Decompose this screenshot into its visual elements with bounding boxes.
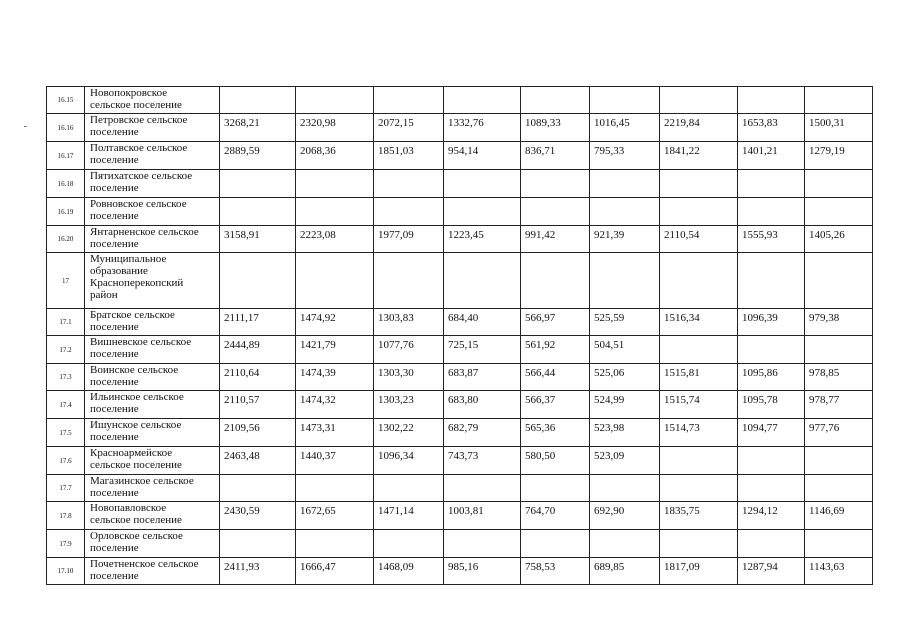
value-cell (296, 198, 374, 226)
value-cell: 978,85 (805, 364, 873, 391)
table-row (47, 447, 873, 475)
value-cell: 692,90 (590, 502, 660, 530)
value-cell: 1817,09 (660, 558, 738, 585)
value-cell: 1421,79 (296, 336, 374, 364)
value-cell (444, 475, 521, 502)
value-cell: 1851,03 (374, 142, 444, 170)
value-cell: 921,39 (590, 226, 660, 253)
row-number: 16.16 (47, 114, 85, 142)
scan-mark (24, 126, 27, 127)
table-row (47, 142, 873, 170)
value-cell (660, 475, 738, 502)
tariff-table (46, 86, 873, 585)
value-cell (590, 198, 660, 226)
value-cell: 1077,76 (374, 336, 444, 364)
value-cell: 1474,32 (296, 391, 374, 419)
value-cell: 525,59 (590, 309, 660, 336)
value-cell: 1555,93 (738, 226, 805, 253)
value-cell (444, 530, 521, 558)
value-cell: 504,51 (590, 336, 660, 364)
value-cell: 1096,39 (738, 309, 805, 336)
value-cell: 1474,92 (296, 309, 374, 336)
value-cell: 1223,45 (444, 226, 521, 253)
value-cell (590, 475, 660, 502)
value-cell (374, 253, 444, 309)
value-cell: 2223,08 (296, 226, 374, 253)
value-cell: 1653,83 (738, 114, 805, 142)
value-cell (805, 447, 873, 475)
value-cell (296, 530, 374, 558)
row-number: 17.5 (47, 419, 85, 447)
value-cell: 991,42 (521, 226, 590, 253)
value-cell (521, 170, 590, 198)
value-cell (220, 475, 296, 502)
value-cell: 979,38 (805, 309, 873, 336)
value-cell: 978,77 (805, 391, 873, 419)
table-row (47, 502, 873, 530)
value-cell: 2889,59 (220, 142, 296, 170)
value-cell (444, 87, 521, 114)
settlement-name: Пятихатское сельское поселение (85, 170, 220, 198)
value-cell (805, 475, 873, 502)
settlement-name: Вишневское сельское поселение (85, 336, 220, 364)
value-cell: 1516,34 (660, 309, 738, 336)
value-cell (521, 87, 590, 114)
settlement-name: Петровское сельское поселение (85, 114, 220, 142)
value-cell (220, 87, 296, 114)
value-cell: 954,14 (444, 142, 521, 170)
value-cell (374, 475, 444, 502)
value-cell (220, 530, 296, 558)
value-cell: 1515,81 (660, 364, 738, 391)
value-cell (738, 198, 805, 226)
value-cell (220, 253, 296, 309)
value-cell: 1500,31 (805, 114, 873, 142)
value-cell (805, 87, 873, 114)
value-cell: 758,53 (521, 558, 590, 585)
table-row (47, 391, 873, 419)
table-row (47, 530, 873, 558)
value-cell: 764,70 (521, 502, 590, 530)
value-cell: 795,33 (590, 142, 660, 170)
row-number: 17.1 (47, 309, 85, 336)
value-cell: 525,06 (590, 364, 660, 391)
value-cell: 2111,17 (220, 309, 296, 336)
value-cell: 1474,39 (296, 364, 374, 391)
value-cell: 1287,94 (738, 558, 805, 585)
settlement-name: Магазинское сельское поселение (85, 475, 220, 502)
row-number: 17.3 (47, 364, 85, 391)
value-cell (590, 87, 660, 114)
value-cell: 684,40 (444, 309, 521, 336)
value-cell: 1672,65 (296, 502, 374, 530)
table-row (47, 475, 873, 502)
value-cell: 1405,26 (805, 226, 873, 253)
value-cell (444, 170, 521, 198)
value-cell (660, 198, 738, 226)
table-row (47, 226, 873, 253)
value-cell (660, 253, 738, 309)
value-cell: 1473,31 (296, 419, 374, 447)
value-cell: 689,85 (590, 558, 660, 585)
row-number: 17.6 (47, 447, 85, 475)
value-cell: 3158,91 (220, 226, 296, 253)
value-cell (296, 253, 374, 309)
value-cell: 1094,77 (738, 419, 805, 447)
value-cell (444, 198, 521, 226)
value-cell: 566,97 (521, 309, 590, 336)
settlement-name: Ровновское сельское поселение (85, 198, 220, 226)
value-cell: 523,09 (590, 447, 660, 475)
value-cell: 2463,48 (220, 447, 296, 475)
value-cell: 1294,12 (738, 502, 805, 530)
value-cell: 1468,09 (374, 558, 444, 585)
settlement-name: Братское сельское поселение (85, 309, 220, 336)
value-cell (521, 475, 590, 502)
value-cell (660, 530, 738, 558)
value-cell: 1303,30 (374, 364, 444, 391)
value-cell: 565,36 (521, 419, 590, 447)
value-cell: 2110,54 (660, 226, 738, 253)
value-cell (660, 87, 738, 114)
value-cell (590, 253, 660, 309)
value-cell: 2110,64 (220, 364, 296, 391)
value-cell: 2320,98 (296, 114, 374, 142)
value-cell: 1279,19 (805, 142, 873, 170)
settlement-name: Почетненское сельское поселение (85, 558, 220, 585)
value-cell: 1146,69 (805, 502, 873, 530)
value-cell: 2068,36 (296, 142, 374, 170)
value-cell: 2430,59 (220, 502, 296, 530)
value-cell (374, 170, 444, 198)
value-cell: 523,98 (590, 419, 660, 447)
value-cell: 2110,57 (220, 391, 296, 419)
table-row (47, 198, 873, 226)
value-cell: 1302,22 (374, 419, 444, 447)
value-cell (660, 447, 738, 475)
value-cell: 1514,73 (660, 419, 738, 447)
settlement-name: Ильинское сельское поселение (85, 391, 220, 419)
value-cell (738, 336, 805, 364)
settlement-name: Воинское сельское поселение (85, 364, 220, 391)
row-number: 17.8 (47, 502, 85, 530)
value-cell: 1471,14 (374, 502, 444, 530)
value-cell: 1095,78 (738, 391, 805, 419)
table-row (47, 336, 873, 364)
value-cell (374, 198, 444, 226)
value-cell: 1841,22 (660, 142, 738, 170)
row-number: 16.17 (47, 142, 85, 170)
value-cell: 985,16 (444, 558, 521, 585)
value-cell (738, 170, 805, 198)
value-cell (738, 253, 805, 309)
settlement-name: Полтавское сельское поселение (85, 142, 220, 170)
settlement-name: Янтарненское сельское поселение (85, 226, 220, 253)
value-cell: 1401,21 (738, 142, 805, 170)
value-cell: 725,15 (444, 336, 521, 364)
row-number: 16.19 (47, 198, 85, 226)
table-row (47, 558, 873, 585)
value-cell (521, 253, 590, 309)
row-number: 17.10 (47, 558, 85, 585)
value-cell: 1515,74 (660, 391, 738, 419)
value-cell: 1666,47 (296, 558, 374, 585)
table-row (47, 114, 873, 142)
value-cell: 2411,93 (220, 558, 296, 585)
value-cell (374, 87, 444, 114)
value-cell (738, 475, 805, 502)
value-cell: 580,50 (521, 447, 590, 475)
value-cell: 1303,83 (374, 309, 444, 336)
value-cell: 1016,45 (590, 114, 660, 142)
row-number: 17.7 (47, 475, 85, 502)
table-row (47, 364, 873, 391)
value-cell: 1096,34 (374, 447, 444, 475)
table-row (47, 170, 873, 198)
row-number: 16.18 (47, 170, 85, 198)
value-cell: 1303,23 (374, 391, 444, 419)
value-cell (296, 475, 374, 502)
value-cell (444, 253, 521, 309)
value-cell (805, 253, 873, 309)
settlement-name: Новопокровское сельское поселение (85, 87, 220, 114)
table-row (47, 87, 873, 114)
value-cell: 1332,76 (444, 114, 521, 142)
value-cell (738, 87, 805, 114)
table-row (47, 253, 873, 309)
value-cell (521, 198, 590, 226)
value-cell: 2109,56 (220, 419, 296, 447)
value-cell: 1089,33 (521, 114, 590, 142)
value-cell: 1003,81 (444, 502, 521, 530)
row-number: 17.2 (47, 336, 85, 364)
value-cell: 977,76 (805, 419, 873, 447)
value-cell: 683,87 (444, 364, 521, 391)
value-cell (296, 87, 374, 114)
value-cell (660, 336, 738, 364)
value-cell: 561,92 (521, 336, 590, 364)
value-cell: 524,99 (590, 391, 660, 419)
value-cell (220, 170, 296, 198)
value-cell (805, 530, 873, 558)
value-cell: 1835,75 (660, 502, 738, 530)
value-cell: 2444,89 (220, 336, 296, 364)
value-cell: 1095,86 (738, 364, 805, 391)
settlement-name: Муниципальное образование Красноперекопский район (85, 253, 220, 309)
value-cell (805, 336, 873, 364)
value-cell (805, 170, 873, 198)
value-cell: 566,44 (521, 364, 590, 391)
value-cell: 3268,21 (220, 114, 296, 142)
value-cell: 1143,63 (805, 558, 873, 585)
value-cell: 1977,09 (374, 226, 444, 253)
row-number: 17.9 (47, 530, 85, 558)
value-cell (660, 170, 738, 198)
row-number: 16.20 (47, 226, 85, 253)
table-row (47, 309, 873, 336)
value-cell: 566,37 (521, 391, 590, 419)
value-cell: 682,79 (444, 419, 521, 447)
row-number: 16.15 (47, 87, 85, 114)
value-cell: 743,73 (444, 447, 521, 475)
value-cell (296, 170, 374, 198)
row-number: 17.4 (47, 391, 85, 419)
value-cell (374, 530, 444, 558)
value-cell: 836,71 (521, 142, 590, 170)
value-cell: 1440,37 (296, 447, 374, 475)
value-cell: 2072,15 (374, 114, 444, 142)
table-body (47, 87, 873, 585)
value-cell (738, 530, 805, 558)
value-cell (220, 198, 296, 226)
value-cell (738, 447, 805, 475)
value-cell: 683,80 (444, 391, 521, 419)
row-number: 17 (47, 253, 85, 309)
settlement-name: Красноармейское сельское поселение (85, 447, 220, 475)
value-cell (805, 198, 873, 226)
value-cell (590, 530, 660, 558)
settlement-name: Ишунское сельское поселение (85, 419, 220, 447)
settlement-name: Новопавловское сельское поселение (85, 502, 220, 530)
table-row (47, 419, 873, 447)
value-cell (590, 170, 660, 198)
value-cell (521, 530, 590, 558)
value-cell: 2219,84 (660, 114, 738, 142)
settlement-name: Орловское сельское поселение (85, 530, 220, 558)
